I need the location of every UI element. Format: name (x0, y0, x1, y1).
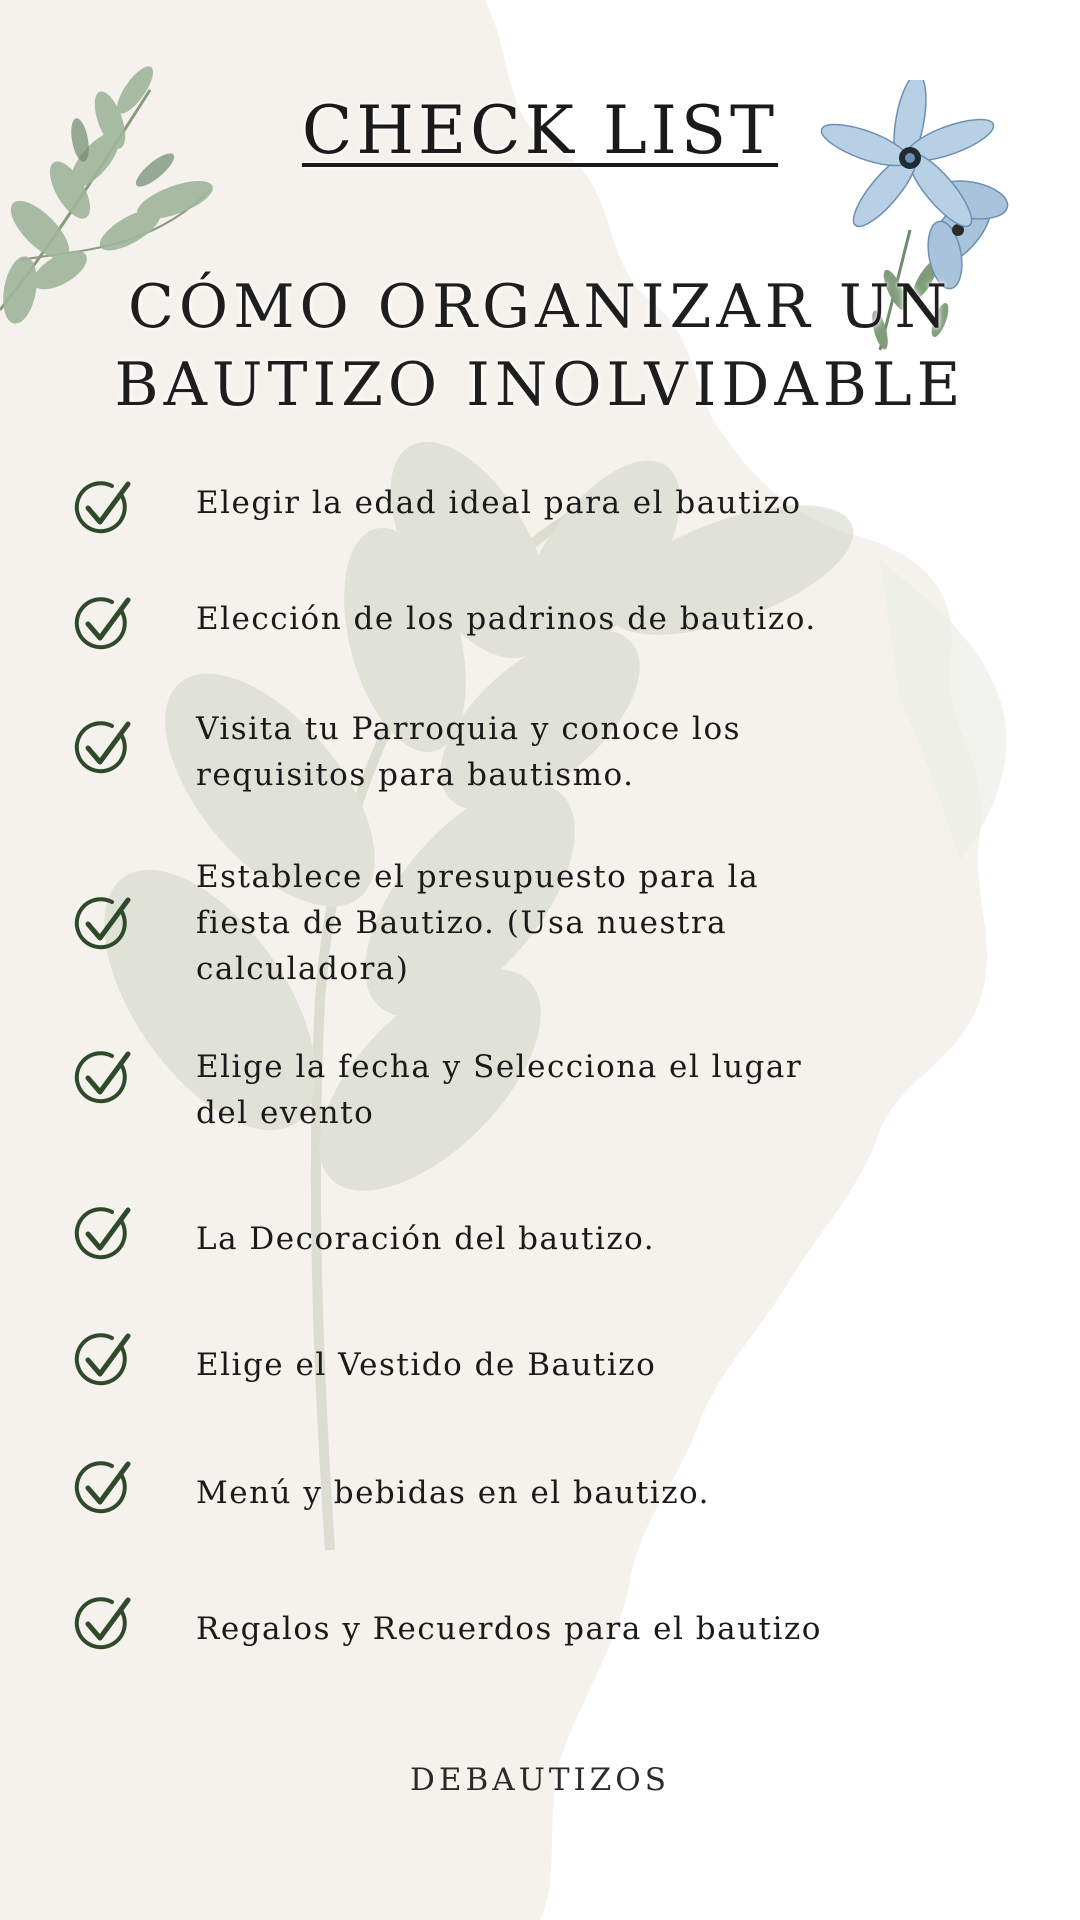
brand-footer: DEBAUTIZOS (410, 1762, 670, 1798)
check-circle-icon (74, 894, 134, 954)
checklist-item-text: Visita tu Parroquia y conoce los requisitos para bautismo. (196, 711, 742, 793)
page-title (0, 268, 1080, 424)
checklist-item-text: Elección de los padrinos de bautizo. (196, 601, 817, 637)
check-circle-icon (74, 1594, 134, 1654)
checklist-item-text: Establece el presupuesto para la fiesta de Bautizo. (Usa nuestra calculadora) (196, 859, 760, 987)
checklist-item (0, 1044, 1080, 1194)
checklist-item-text: Elige el Vestido de Bautizo (196, 1347, 657, 1383)
check-circle-icon (74, 1330, 134, 1390)
checklist-item-text: La Decoración del bautizo. (196, 1221, 656, 1257)
checklist-item-text: Elige la fecha y Selecciona el lugar del evento (196, 1049, 803, 1131)
check-circle-icon (74, 594, 134, 654)
checklist-item-text: Elegir la edad ideal para el bautizo (196, 485, 802, 521)
checklist-item-text: Regalos y Recuerdos para el bautizo (196, 1611, 822, 1647)
check-list-heading: CHECK LIST (301, 92, 779, 169)
page-title-line: BAUTIZO INOLVIDABLE (114, 350, 966, 420)
checklist-item (0, 1458, 1080, 1608)
check-circle-icon (74, 1204, 134, 1264)
checklist-item (0, 854, 1080, 1004)
checklist-item (0, 706, 1080, 856)
check-circle-icon (74, 718, 134, 778)
check-circle-icon (74, 1458, 134, 1518)
check-circle-icon (74, 1048, 134, 1108)
checklist-item-text: Menú y bebidas en el bautizo. (196, 1475, 711, 1511)
checklist-item (0, 1594, 1080, 1744)
check-circle-icon (74, 478, 134, 538)
page-title-line: CÓMO ORGANIZAR UN (128, 272, 952, 342)
